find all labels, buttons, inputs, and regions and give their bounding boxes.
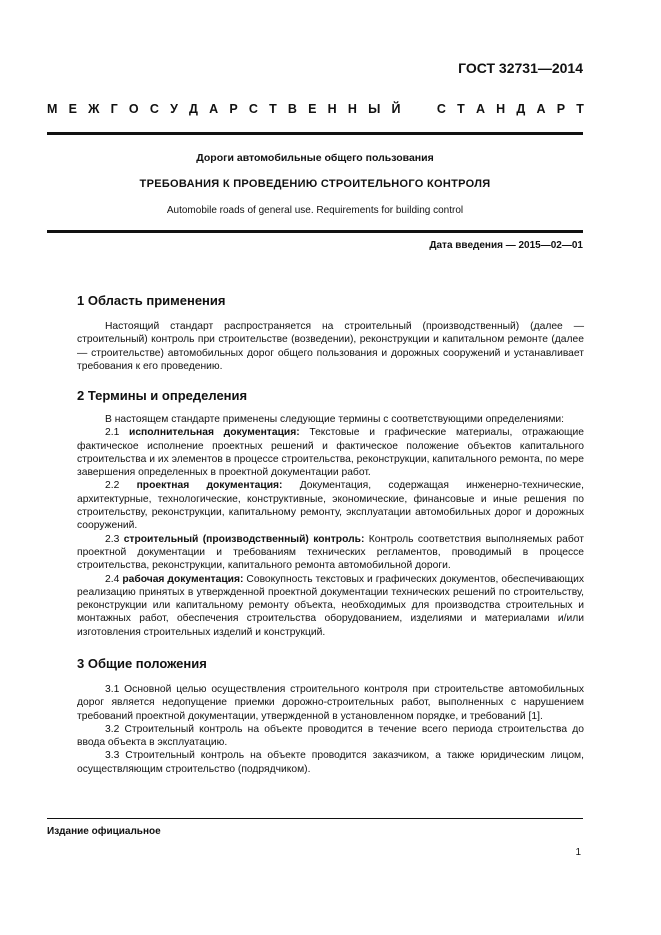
document-subtitle: Дороги автомобильные общего пользования [196,152,434,164]
banner-letter: О [128,102,139,116]
banner-letter: У [170,102,178,116]
term-number: 2.1 [105,427,129,439]
banner-letter: В [287,102,297,116]
section-2-body [77,413,584,639]
term-number: 2.4 [105,573,123,585]
term-text: Документация, содержащая инженерно-технические, архитектурные, технологические, конструктивные, экономические, финансовые и иные решения по строительству, реконструкции, капитальному ремонту, эксплуатации автомобильных дорог и дорожных сооружений. [77,480,584,532]
section-2-heading: 2 Термины и определения [77,388,248,403]
banner-letter: Ы [368,102,381,116]
title-rule [47,230,583,233]
banner-letter: Г [110,102,118,116]
term-text: Совокупность текстовых и графических документов, обеспечивающих реализацию принятых в утвержденной проектной документации технических решений по строительству, реконструкции или капитальному ремонту объекта, необходимых для производства строительных и монтажных работ, обеспечения строительства оборудованием, изделиями и материалами и/или изготовления строительных изделий и конструкций. [77,573,585,638]
banner-letter: Р [556,102,566,116]
section-3-body [77,683,584,776]
banner-letter: Н [327,102,337,116]
paragraph: 3.2 Строительный контроль на объекте проводится в течение всего периода строительства до ввода объекта в эксплуатацию. [77,723,584,749]
banner-letter: А [209,102,219,116]
banner-letter: Ж [88,102,100,116]
term-text: Текстовые и графические материалы, отражающие фактическое исполнение проектных решений и фактическое положение объектов капитального строительства и их элементов в процессе строительства, реконструкции, капитального ремонта, по мере завершения определенных в проектной документации работ. [77,427,584,479]
term-number: 2.2 [105,480,137,492]
term-definition [77,479,584,532]
term-name: исполнительная документация: [129,427,300,439]
term-name: строительный (производственный) контроль: [123,533,365,545]
paragraph: Настоящий стандарт распространяется на строительный (производственный) (далее — строительный) контроль при строительстве (возведении), реконструкции и капитальном ремонте (далее — строительстве) автомобильных дорог общего пользования и дорожных сооружений и устанавливает требования к его проведению. [77,321,584,372]
paragraph: 3.3 Строительный контроль на объекте проводится заказчиком, а также юридическим лицом, осуществляющим строительство (подрядчиком). [77,750,584,775]
banner-word-gap [412,102,426,116]
banner-letter: Н [496,102,506,116]
banner-letter: Р [229,102,238,116]
term-definition [77,533,584,573]
banner-letter: Т [457,102,465,116]
banner-letter: С [149,102,159,116]
banner-letter: Н [347,102,357,116]
section-3-heading: 3 Общие положения [77,656,207,671]
header-rule [47,132,583,135]
section-1-body [77,320,584,373]
document-title-english: Automobile roads of general use. Requirements for building control [166,205,464,216]
gost-number: ГОСТ 32731—2014 [458,60,583,76]
official-edition-label: Издание официальное [47,826,161,837]
banner-letter: С [436,102,446,116]
term-text: Контроль соответствия выполняемых работ проектной документации и требованиям технических регламентов, проводимый в процессе строительства, реконструкции, капитального ремонта автомобильной дороги. [77,533,584,572]
term-number: 2.3 [105,533,124,545]
page-number: 1 [575,847,581,858]
term-name: рабочая документация: [122,573,244,585]
term-definition [77,426,584,479]
banner-letter: Т [269,102,277,116]
banner-letter: М [47,102,58,116]
footer-rule [47,818,583,819]
paragraph: 3.1 Основной целью осуществления строительного контроля при строительстве автомобильных дорог является недопущение приемки дорожно-строительных работ, выполненных с нарушением требований проектной документации, утвержденной в установленном порядке, и требований [1]. [77,684,584,722]
banner-letter: Й [391,102,401,116]
banner-letter: Е [68,102,77,116]
paragraph: В настоящем стандарте применены следующие термины с соответствующими определениями: [105,414,565,425]
banner-letter: Д [516,102,526,116]
interstate-standard-banner [47,102,584,116]
intro-date: Дата введения — 2015—02—01 [429,240,583,251]
section-1-heading: 1 Область применения [77,293,226,308]
document-title: ТРЕБОВАНИЯ К ПРОВЕДЕНИЮ СТРОИТЕЛЬНОГО КОНТРОЛЯ [139,178,491,190]
banner-letter: С [248,102,258,116]
banner-letter: Т [576,102,584,116]
term-definition [77,573,584,639]
banner-letter: Е [308,102,317,116]
banner-letter: Д [189,102,198,116]
term-name: проектная документация: [136,480,283,492]
banner-letter: А [536,102,546,116]
banner-letter: А [475,102,485,116]
